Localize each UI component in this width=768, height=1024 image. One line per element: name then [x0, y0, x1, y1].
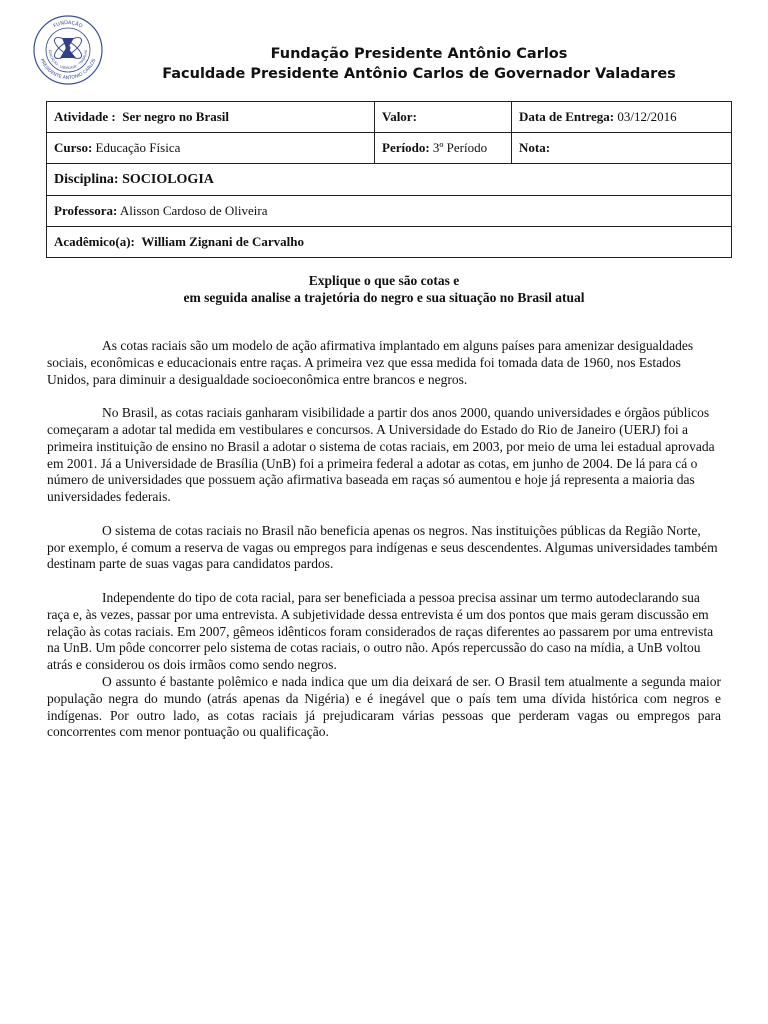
paragraph: As cotas raciais são um modelo de ação afirmativa implantado em alguns países para amenizar desigualdades sociais, econômicas e educacionais entre raças. A primeira vez que essa medida foi tomada data de 1960, nos Estados Unidos, para diminuir a desigualdade socioeconômica entre brancos e negros. — [47, 338, 694, 387]
valor-label: Valor: — [382, 109, 417, 124]
paragraph: Independente do tipo de cota racial, para ser beneficiada a pessoa precisa assinar um termo autodeclarando sua raça e, às vezes, passar por uma entrevista. A subjetividade dessa entrevista é um dos pontos que mais geram discussão em relação às cotas raciais. Em 2007, gêmeos idênticos foram considerados de raças diferentes ao passarem por uma entrevista na UnB. Um pôde concorrer pelo sistema de cotas raciais, o outro não. Após repercussão do caso na mídia, a UnB voltou atrás e considerou os dois irmãos como sendo negros. — [47, 589, 714, 673]
paragraph: O assunto é bastante polêmico e nada indica que um dia deixará de ser. O Brasil tem atualmente a segunda maior população negra do mundo (atrás apenas da Nigéria) e é inegável que o país tem uma dívida histórica com negros e indígenas. Por outro lado, as cotas raciais já prejudicaram várias pessoas que perderam vagas ou empregos para concorrentes com menor pontuação ou qualificação. — [47, 673, 721, 740]
data-entrega-cell — [512, 102, 732, 133]
periodo-value: 3º Período — [432, 140, 488, 155]
question-line-1: Explique o que são cotas e — [308, 273, 460, 288]
nota-cell — [512, 133, 732, 164]
curso-value: Educação Física — [95, 140, 181, 155]
assignment-info-table — [46, 101, 732, 258]
professora-label: Professora: — [54, 203, 118, 218]
question-line-2: em seguida analise a trajetória do negro e sua situação no Brasil atual — [183, 290, 585, 305]
professora-value: Alisson Cardoso de Oliveira — [119, 203, 268, 218]
essay-body — [47, 338, 721, 758]
academico-cell — [47, 227, 732, 258]
logo-text-inner: EDUCAÇÃO · LIBERDADE · TRABALHO — [47, 49, 89, 71]
curso-label: Curso: — [54, 140, 93, 155]
valor-cell — [375, 102, 512, 133]
logo-text-top: FUNDAÇÃO — [52, 19, 84, 30]
institution-logo — [32, 14, 104, 86]
data-entrega-value: 03/12/2016 — [617, 109, 677, 124]
disciplina-cell — [47, 164, 732, 196]
nota-label: Nota: — [519, 140, 551, 155]
paragraph: No Brasil, as cotas raciais ganharam visibilidade a partir dos anos 2000, quando universidades e órgãos públicos começaram a adotar tal medida em vestibulares e concursos. A Universidade do Estado do Rio de Janeiro (UERJ) foi a primeira instituição de ensino no Brasil a adotar o sistema de cotas raciais, em 2003, por meio de uma lei estadual aprovada em 2001. Já a Universidade de Brasília (UnB) foi a primeira federal a adotar as cotas, em junho de 2004. De lá para cá o número de universidades que possuem ação afirmativa baseada em raças só aumentou e hoje já representa a maioria das universidades federais. — [47, 405, 715, 505]
periodo-label: Período: — [382, 140, 430, 155]
assignment-question — [46, 272, 722, 306]
academico-value: William Zignani de Carvalho — [141, 234, 305, 249]
paragraph: O sistema de cotas raciais no Brasil não beneficia apenas os negros. Nas instituições públicas da Região Norte, por exemplo, é comum a reserva de vagas ou empregos para indígenas e seus descendentes. Algumas universidades também destinam parte de suas vagas para candidatos pardos. — [47, 522, 718, 572]
faculty-name: Faculdade Presidente Antônio Carlos de Governador Valadares — [162, 66, 676, 82]
disciplina-value: SOCIOLOGIA — [122, 171, 214, 187]
document-header — [110, 44, 728, 84]
logo-text-bottom: PRESIDENTE ANTONIO CARLOS — [38, 58, 98, 82]
atividade-value: Ser negro no Brasil — [122, 109, 230, 124]
academico-label: Acadêmico(a): — [54, 234, 135, 249]
data-entrega-label: Data de Entrega: — [519, 109, 615, 124]
disciplina-label: Disciplina: — [54, 171, 119, 187]
professora-cell — [47, 196, 732, 227]
curso-cell — [47, 133, 375, 164]
atividade-label: Atividade : — [54, 109, 116, 124]
atividade-cell — [47, 102, 375, 133]
periodo-cell — [375, 133, 512, 164]
foundation-name: Fundação Presidente Antônio Carlos — [270, 46, 568, 62]
